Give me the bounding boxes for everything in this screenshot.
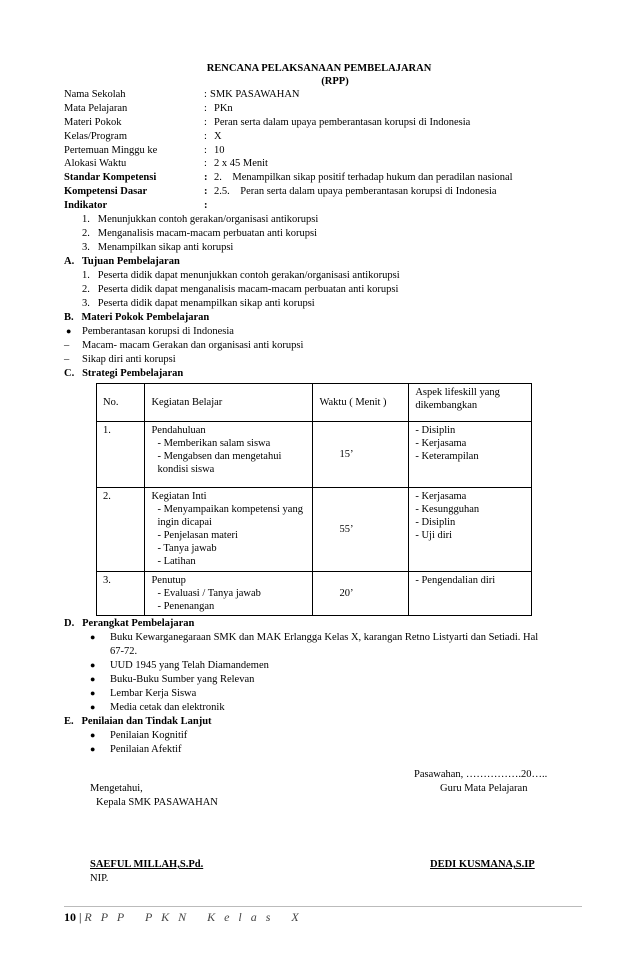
activity-title: Kegiatan Inti	[151, 491, 207, 502]
page-footer	[64, 911, 302, 924]
identity-value: 2. Menampilkan sikap positif terhadap hukum dan peradilan nasional	[214, 172, 513, 183]
identity-value: PKn	[214, 103, 233, 114]
activity-item: - Penenangan	[157, 600, 306, 613]
footer-separator: |	[79, 910, 82, 924]
header-cell: Kegiatan Belajar	[145, 384, 313, 422]
list-item: 3. Peserta didik dapat menampilkan sikap anti korupsi	[82, 298, 315, 309]
identity-sep: :	[204, 145, 207, 156]
document-subtitle: (RPP)	[321, 76, 349, 87]
identity-sep: :	[204, 117, 207, 128]
list-item: Sikap diri anti korupsi	[82, 354, 176, 365]
identity-value: 2 x 45 Menit	[214, 158, 268, 169]
header-cell: Aspek lifeskill yang dikembangkan	[409, 384, 532, 422]
aspect-item: - Kerjasama	[415, 437, 525, 450]
identity-value: 10	[214, 145, 225, 156]
activity-title: Pendahuluan	[151, 425, 206, 436]
list-item: Penilaian Afektif	[110, 744, 182, 755]
approval-label: Mengetahui,	[90, 783, 143, 794]
principal-title: Kepala SMK PASAWAHAN	[96, 797, 218, 808]
teacher-title: Guru Mata Pelajaran	[440, 783, 528, 794]
list-item: 1. Peserta didik dapat menunjukkan contoh gerakan/organisasi antikorupsi	[82, 270, 400, 281]
time-cell: 15’	[313, 422, 409, 488]
activity-cell	[145, 488, 313, 572]
principal-name: SAEFUL MILLAH,S.Pd.	[90, 859, 204, 870]
identity-sep: :	[204, 131, 207, 142]
activity-cell	[145, 572, 313, 616]
bullet-icon: ●	[90, 688, 96, 698]
time-cell: 20’	[313, 572, 409, 616]
aspect-item: - Keterampilan	[415, 450, 525, 463]
list-item: 1. Menunjukkan contoh gerakan/organisasi antikorupsi	[82, 214, 319, 225]
identity-value: SMK PASAWAHAN	[210, 89, 300, 100]
activity-title: Penutup	[151, 575, 186, 586]
identity-sep: :	[204, 200, 208, 211]
bullet-icon: ●	[66, 326, 72, 336]
section-heading: D. Perangkat Pembelajaran	[64, 618, 195, 629]
header-cell: Waktu ( Menit )	[313, 384, 409, 422]
section-heading: A. Tujuan Pembelajaran	[64, 256, 180, 267]
list-item: 67-72.	[110, 646, 138, 657]
table-row	[97, 422, 532, 488]
identity-label: Pertemuan Minggu ke	[64, 145, 158, 156]
aspect-item: - Disiplin	[415, 424, 525, 437]
list-item: Media cetak dan elektronik	[110, 702, 225, 713]
bullet-icon: ●	[90, 674, 96, 684]
identity-label: Alokasi Waktu	[64, 158, 127, 169]
aspect-item: - Disiplin	[415, 516, 525, 529]
principal-nip: NIP.	[90, 873, 109, 884]
dash-icon: –	[64, 354, 70, 365]
strategy-table	[96, 383, 532, 616]
document-title: RENCANA PELAKSANAAN PEMBELAJARAN	[206, 63, 432, 74]
dash-icon: –	[64, 340, 70, 351]
identity-value: Peran serta dalam upaya pemberantasan korupsi di Indonesia	[214, 117, 471, 128]
bullet-icon: ●	[90, 702, 96, 712]
section-heading: E. Penilaian dan Tindak Lanjut	[64, 716, 212, 727]
list-item: Macam- macam Gerakan dan organisasi anti korupsi	[82, 340, 304, 351]
time-cell: 55’	[313, 488, 409, 572]
activity-item: - Latihan	[157, 555, 306, 568]
aspect-item: - Pengendalian diri	[415, 574, 525, 587]
list-item: UUD 1945 yang Telah Diamandemen	[110, 660, 269, 671]
place-date: Pasawahan, …………….20…..	[414, 769, 548, 780]
list-item: Penilaian Kognitif	[110, 730, 188, 741]
table-header-row	[97, 384, 532, 422]
list-item: 2. Menganalisis macam-macam perbuatan anti korupsi	[82, 228, 318, 239]
identity-label: Kompetensi Dasar	[64, 186, 148, 197]
row-number: 3.	[97, 572, 145, 616]
footer-divider	[64, 906, 582, 907]
identity-sep: :	[204, 89, 207, 100]
page-number: 10	[64, 910, 76, 924]
identity-sep: :	[204, 103, 207, 114]
activity-item: - Memberikan salam siswa	[157, 437, 306, 450]
aspect-item: - Kesungguhan	[415, 503, 525, 516]
activity-item: - Evaluasi / Tanya jawab	[157, 587, 306, 600]
identity-value: 2.5. Peran serta dalam upaya pemberantasan korupsi di Indonesia	[214, 186, 497, 197]
identity-sep: :	[204, 186, 208, 197]
identity-value: X	[214, 131, 222, 142]
table-row	[97, 488, 532, 572]
identity-label: Standar Kompetensi	[64, 172, 157, 183]
identity-sep: :	[204, 172, 208, 183]
teacher-name: DEDI KUSMANA,S.IP	[430, 859, 535, 870]
list-item: 3. Menampilkan sikap anti korupsi	[82, 242, 234, 253]
row-number: 2.	[97, 488, 145, 572]
identity-label: Kelas/Program	[64, 131, 127, 142]
header-cell: No.	[97, 384, 145, 422]
identity-label: Indikator	[64, 200, 108, 211]
bullet-icon: ●	[90, 730, 96, 740]
list-item: Buku Kewarganegaraan SMK dan MAK Erlangga Kelas X, karangan Retno Listyarti dan Setiadi. Hal	[110, 632, 539, 643]
activity-item: - Penjelasan materi	[157, 529, 306, 542]
section-heading: B. Materi Pokok Pembelajaran	[64, 312, 210, 323]
table-row	[97, 572, 532, 616]
list-item: Pemberantasan korupsi di Indonesia	[82, 326, 234, 337]
list-item: 2. Peserta didik dapat menganalisis macam-macam perbuatan anti korupsi	[82, 284, 399, 295]
list-item: Lembar Kerja Siswa	[110, 688, 197, 699]
activity-item: - Mengabsen dan mengetahui kondisi siswa	[157, 450, 306, 476]
bullet-icon: ●	[90, 632, 96, 642]
aspect-cell	[409, 422, 532, 488]
activity-cell	[145, 422, 313, 488]
activity-item: - Menyampaikan kompetensi yang ingin dicapai	[157, 503, 306, 529]
bullet-icon: ●	[90, 660, 96, 670]
section-heading: C. Strategi Pembelajaran	[64, 368, 184, 379]
identity-label: Mata Pelajaran	[64, 103, 128, 114]
aspect-cell	[409, 572, 532, 616]
row-number: 1.	[97, 422, 145, 488]
activity-item: - Tanya jawab	[157, 542, 306, 555]
footer-text: R P P P K N K e l a s X	[84, 910, 302, 924]
aspect-item: - Kerjasama	[415, 490, 525, 503]
aspect-cell	[409, 488, 532, 572]
bullet-icon: ●	[90, 744, 96, 754]
identity-label: Materi Pokok	[64, 117, 122, 128]
identity-sep: :	[204, 158, 207, 169]
list-item: Buku-Buku Sumber yang Relevan	[110, 674, 255, 685]
aspect-item: - Uji diri	[415, 529, 525, 542]
identity-label: Nama Sekolah	[64, 89, 126, 100]
